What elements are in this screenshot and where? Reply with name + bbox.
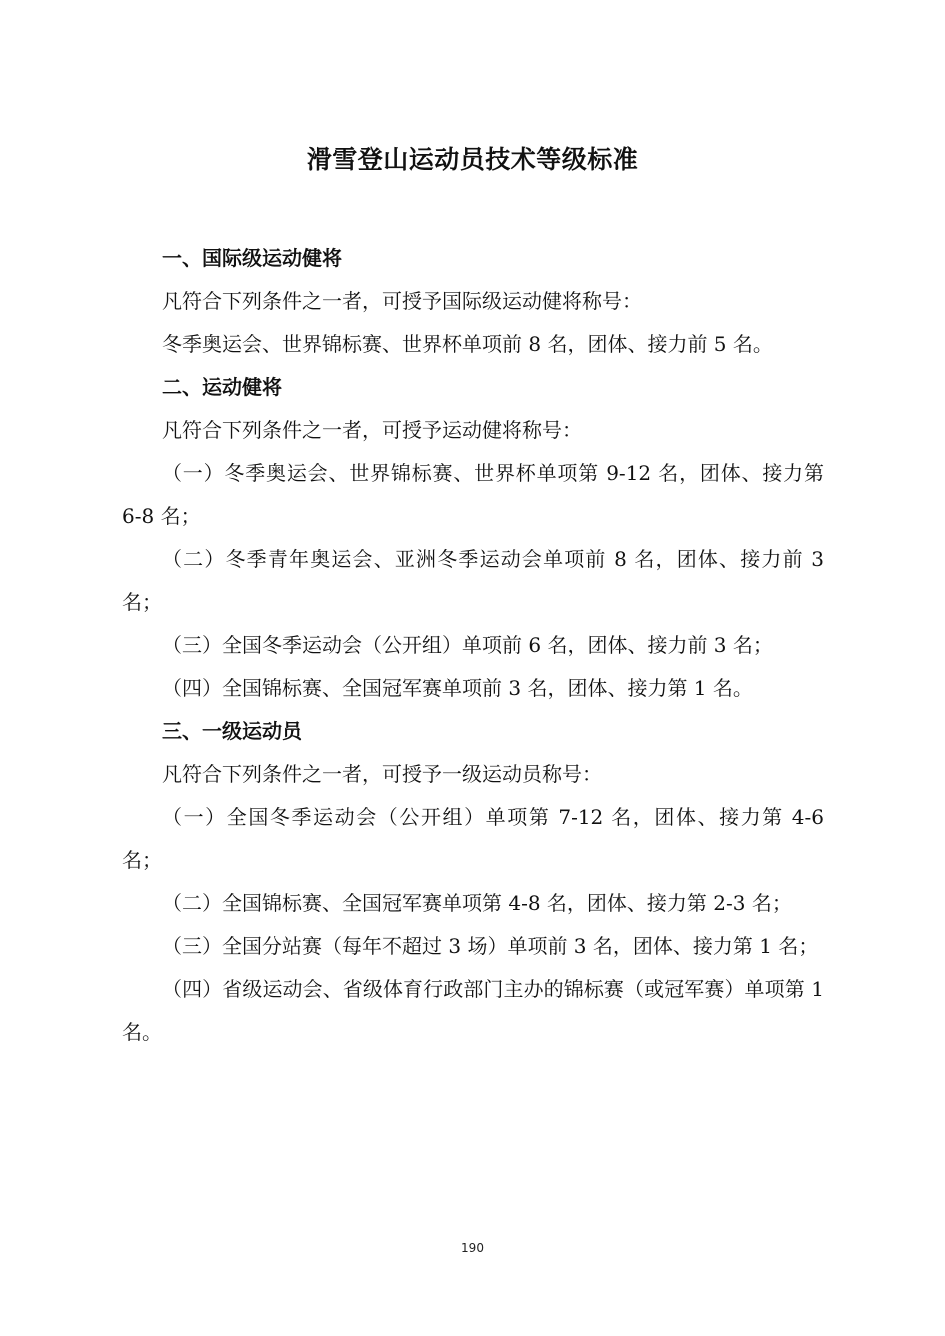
paragraph: 凡符合下列条件之一者，可授予一级运动员称号： — [162, 762, 602, 786]
document-title: 滑雪登山运动员技术等级标准 — [306, 145, 639, 174]
paragraph: （一）全国冬季运动会（公开组）单项第 7-12 名，团体、接力第 4-6 名； — [122, 805, 824, 872]
section-heading: 二、运动健将 — [162, 375, 282, 399]
section-master — [122, 366, 824, 710]
section-first-class — [122, 710, 824, 1054]
paragraph: （三）全国分站赛（每年不超过 3 场）单项前 3 名，团体、接力第 1 名； — [162, 934, 819, 958]
paragraph: 凡符合下列条件之一者，可授予运动健将称号： — [162, 418, 582, 442]
section-international-master — [122, 237, 824, 366]
paragraph: （二）全国锦标赛、全国冠军赛单项第 4-8 名，团体、接力第 2-3 名； — [162, 891, 792, 915]
paragraph: （四）全国锦标赛、全国冠军赛单项前 3 名，团体、接力第 1 名。 — [162, 676, 753, 700]
section-heading: 一、国际级运动健将 — [162, 246, 342, 270]
paragraph: （三）全国冬季运动会（公开组）单项前 6 名，团体、接力前 3 名； — [162, 633, 773, 657]
paragraph: （四）省级运动会、省级体育行政部门主办的锦标赛（或冠军赛）单项第 1 名。 — [122, 977, 824, 1044]
document-body — [122, 237, 824, 1054]
paragraph: 冬季奥运会、世界锦标赛、世界杯单项前 8 名，团体、接力前 5 名。 — [162, 332, 773, 356]
paragraph: （一）冬季奥运会、世界锦标赛、世界杯单项第 9-12 名，团体、接力第 6-8 名； — [122, 461, 824, 528]
paragraph: （二）冬季青年奥运会、亚洲冬季运动会单项前 8 名，团体、接力前 3 名； — [122, 547, 824, 614]
paragraph: 凡符合下列条件之一者，可授予国际级运动健将称号： — [162, 289, 642, 313]
page-number: 190 — [461, 1241, 484, 1255]
section-heading: 三、一级运动员 — [162, 719, 302, 743]
